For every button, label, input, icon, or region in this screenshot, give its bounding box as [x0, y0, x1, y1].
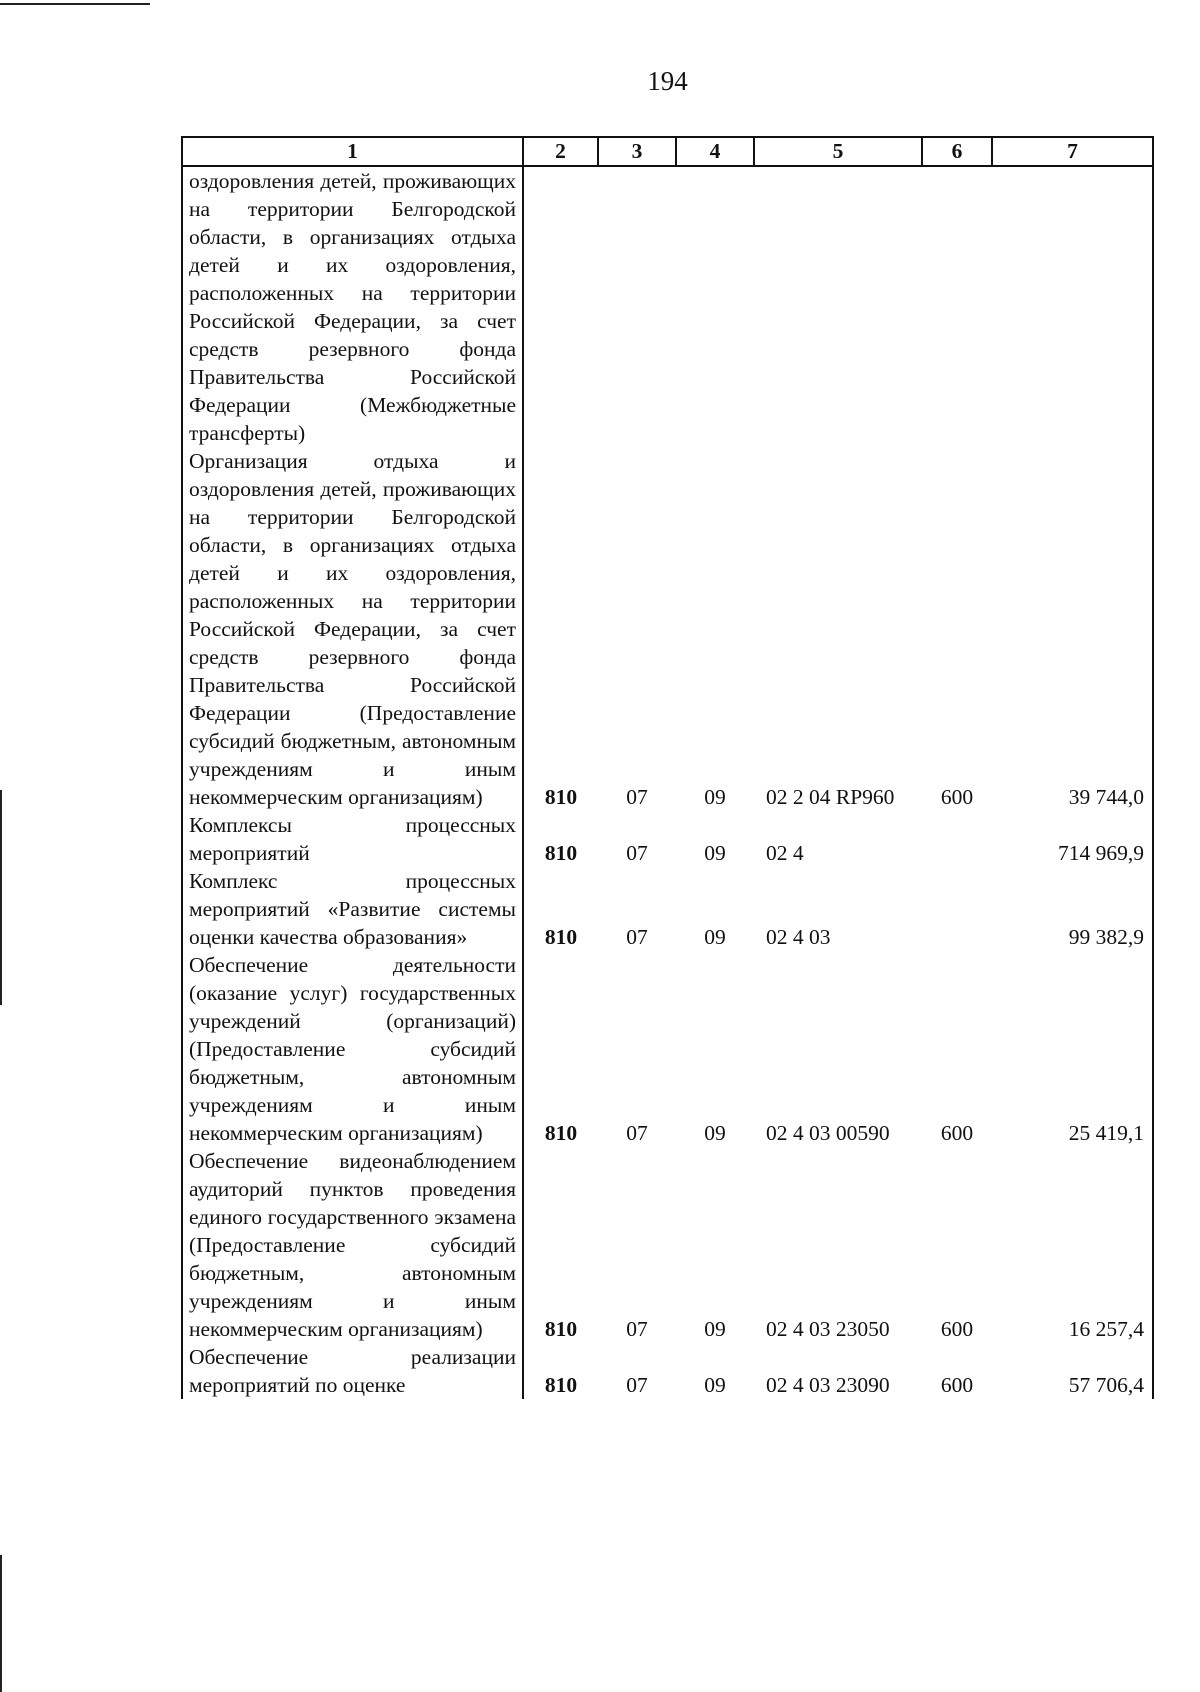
page-number: 194 — [647, 66, 688, 96]
row-name: Обеспечение реализации мероприятий по оценке — [182, 1343, 523, 1399]
row-csr: 02 4 03 — [766, 925, 831, 949]
row-sum: 16 257,4 — [992, 1147, 1153, 1343]
table-row — [182, 867, 1153, 951]
row-gr — [523, 166, 598, 447]
header-cell: 3 — [598, 137, 676, 166]
row-csr: 02 4 03 00590 — [766, 1121, 890, 1145]
table-row — [182, 811, 1153, 867]
row-gr: 810 — [523, 447, 598, 811]
row-name: оздоровления детей, проживающих на территории Белгородской области, в организациях отдыха детей и их оздоровления, расположенных на территории Российской Федерации, за счет средств резервного фонда Правительства Российской Федерации (Межбюджетные трансферты) — [182, 166, 523, 447]
row-pr: 09 — [704, 1121, 726, 1145]
row-gr: 810 — [523, 811, 598, 867]
row-pr: 09 — [704, 1373, 726, 1397]
row-vr — [922, 867, 992, 951]
row-name: Обеспечение видеонаблюдением аудиторий пунктов проведения единого государственного экзамена (Предоставление субсидий бюджетным, автономным учреждениям и иным некоммерческим организациям) — [182, 1147, 523, 1343]
row-csr: 02 4 03 23050 — [766, 1317, 890, 1341]
row-sum: 714 969,9 — [992, 811, 1153, 867]
row-rz — [598, 166, 676, 447]
header-cell: 4 — [676, 137, 754, 166]
table-row — [182, 1147, 1153, 1343]
row-rz: 07 — [626, 841, 648, 865]
header-row — [182, 137, 1153, 166]
row-vr: 600 — [940, 1373, 974, 1397]
row-sum: 39 744,0 — [992, 447, 1153, 811]
row-pr: 09 — [704, 925, 726, 949]
scan-edge-mark — [0, 790, 2, 1005]
row-gr: 810 — [523, 1343, 598, 1399]
row-pr — [676, 166, 754, 447]
header-cell: 1 — [182, 137, 523, 166]
row-vr: 600 — [940, 1121, 974, 1145]
row-csr — [754, 166, 922, 447]
table-row — [182, 166, 1153, 447]
row-sum: 57 706,4 — [992, 1343, 1153, 1399]
row-gr: 810 — [523, 1147, 598, 1343]
row-sum: 99 382,9 — [992, 867, 1153, 951]
row-name: Комплекс процессных мероприятий «Развитие системы оценки качества образования» — [182, 867, 523, 951]
row-name: Комплексы процессных мероприятий — [182, 811, 523, 867]
table-row — [182, 1343, 1153, 1399]
header-cell: 7 — [992, 137, 1153, 166]
row-sum — [992, 166, 1153, 447]
row-vr — [922, 166, 992, 447]
row-vr — [922, 811, 992, 867]
row-csr: 02 4 — [766, 841, 804, 865]
row-name: Обеспечение деятельности (оказание услуг) государственных учреждений (организаций) (Предоставление субсидий бюджетным, автономным учреждениям и иным некоммерческим организациям) — [182, 951, 523, 1147]
row-vr: 600 — [940, 1317, 974, 1341]
table-row — [182, 951, 1153, 1147]
header-cell: 5 — [754, 137, 922, 166]
row-rz: 07 — [626, 1373, 648, 1397]
row-vr: 600 — [940, 785, 974, 809]
row-pr: 09 — [704, 841, 726, 865]
header-cell: 6 — [922, 137, 992, 166]
row-rz: 07 — [626, 1121, 648, 1145]
row-sum: 25 419,1 — [992, 951, 1153, 1147]
table-row — [182, 447, 1153, 811]
row-csr: 02 4 03 23090 — [766, 1373, 890, 1397]
row-name: Организация отдыха и оздоровления детей, проживающих на территории Белгородской области, в организациях отдыха детей и их оздоровления, расположенных на территории Российской Федерации, за счет средств резервного фонда Правительства Российской Федерации (Предоставление субсидий бюджетным, автономным учреждениям и иным некоммерческим организациям) — [182, 447, 523, 811]
scan-edge-line — [0, 3, 150, 5]
scan-edge-mark — [0, 1555, 2, 1692]
row-gr: 810 — [523, 867, 598, 951]
header-cell: 2 — [523, 137, 598, 166]
row-pr: 09 — [704, 785, 726, 809]
row-rz: 07 — [626, 1317, 648, 1341]
row-pr: 09 — [704, 1317, 726, 1341]
row-csr: 02 2 04 RP960 — [766, 785, 895, 809]
row-rz: 07 — [626, 785, 648, 809]
budget-table — [181, 136, 1154, 1399]
row-rz: 07 — [626, 925, 648, 949]
row-gr: 810 — [523, 951, 598, 1147]
